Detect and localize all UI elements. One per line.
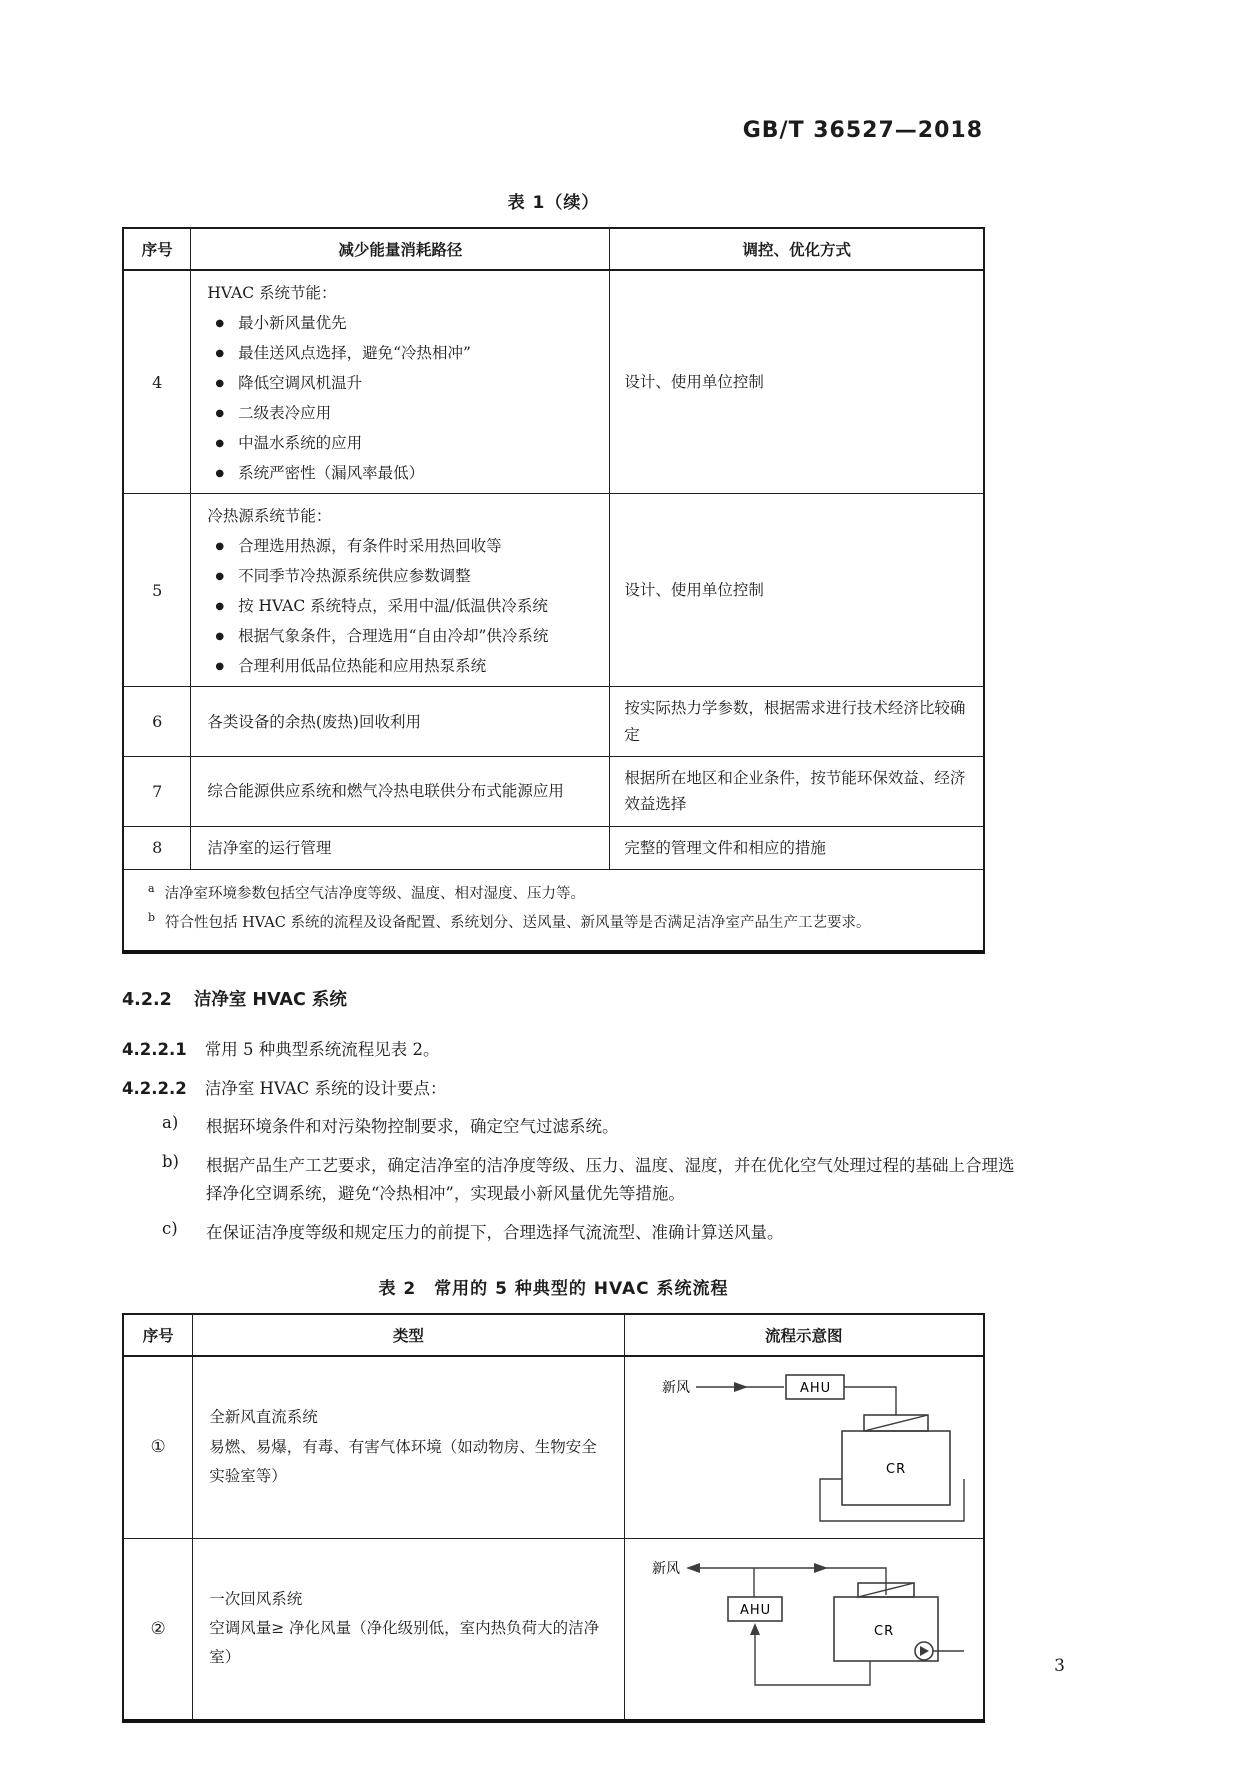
bullet-text: 最佳送风点选择，避免“冷热相冲” [238, 344, 471, 363]
row8-no: 8 [123, 826, 191, 869]
list-marker: a) [162, 1112, 179, 1132]
footnote-a [148, 880, 969, 909]
table2-col-no: 序号 [123, 1314, 193, 1356]
bullet-text: 系统严密性（漏风率最低） [238, 464, 425, 483]
bullet-icon: ● [215, 601, 225, 613]
table-row [123, 1356, 984, 1538]
heading-number: 4.2.2 [122, 989, 172, 1010]
table2-header-row [123, 1314, 984, 1356]
table-row [123, 826, 984, 869]
type-line1: 一次回风系统 [209, 1589, 303, 1608]
footnote-b-text: 符合性包括 HVAC 系统的流程及设备配置、系统划分、送风量、新风量等是否满足洁净室产品生产工艺要求。 [165, 914, 871, 931]
row5-control: 设计、使用单位控制 [610, 494, 984, 687]
content-column [122, 188, 1015, 1723]
bullet-text: 最小新风量优先 [238, 314, 347, 333]
type-line2: 空调风量≥ 净化风量（净化级别低，室内热负荷大的洁净室） [209, 1618, 600, 1667]
filter-diagonal [864, 1415, 928, 1431]
hvac-flow-diagram-1 [634, 1361, 974, 1529]
table2-col-type: 类型 [193, 1314, 624, 1356]
table1-header-row [123, 228, 984, 270]
bullet-text: 根据气象条件，合理选用“自由冷却”供冷系统 [238, 627, 549, 646]
bullet-icon: ● [215, 348, 225, 360]
row8-path: 洁净室的运行管理 [191, 826, 610, 869]
table2-caption: 表 2 常用的 5 种典型的 HVAC 系统流程 [378, 1279, 729, 1300]
table-row [123, 687, 984, 757]
footnote-b [148, 909, 969, 938]
list-item-b [162, 1152, 1022, 1210]
bullet-icon: ● [215, 571, 225, 583]
supply-duct-line [754, 1568, 886, 1595]
bullet-icon: ● [215, 438, 225, 450]
bullet-icon: ● [215, 408, 225, 420]
row4-control: 设计、使用单位控制 [610, 270, 984, 494]
t2-row2-type [193, 1538, 624, 1721]
t2-row1-diagram [624, 1356, 984, 1538]
ahu-label: AHU [799, 1381, 831, 1397]
row6-path: 各类设备的余热(废热)回收利用 [191, 687, 610, 757]
duct-line [844, 1387, 896, 1415]
heading-4-2-2 [122, 986, 985, 1011]
list-text: 根据产品生产工艺要求，确定洁净室的洁净度等级、压力、温度、湿度，并在优化空气处理过程的基础上合理选择净化空调系统，避免“冷热相冲”，实现最小新风量优先等措施。 [206, 1155, 1015, 1204]
clause-number: 4.2.2.2 [122, 1079, 187, 1099]
row6-control: 按实际热力学参数，根据需求进行技术经济比较确定 [610, 687, 984, 757]
t2-row1-type [193, 1356, 624, 1538]
bullet-icon: ● [215, 468, 225, 480]
heading-title: 洁净室 HVAC 系统 [193, 989, 347, 1010]
footnote-a-marker: a [148, 881, 155, 895]
return-duct-line [755, 1629, 870, 1685]
bullet-text: 按 HVAC 系统特点，采用中温/低温供冷系统 [238, 597, 548, 616]
list-marker: c) [162, 1219, 178, 1239]
table1-col-path: 减少能量消耗路径 [191, 228, 610, 270]
flow-arrow-icon [814, 1563, 828, 1573]
bullet-icon: ● [215, 318, 225, 330]
bullet-icon: ● [215, 661, 225, 673]
bullet-icon: ● [215, 541, 225, 553]
table1-footnotes [123, 869, 984, 952]
row5-path [191, 494, 610, 687]
row6-no: 6 [123, 687, 191, 757]
table-row [123, 1538, 984, 1721]
list-text: 在保证洁净度等级和规定压力的前提下，合理选择气流流型、准确计算送风量。 [206, 1223, 784, 1243]
table-row [123, 494, 984, 687]
fan-blade [920, 1646, 929, 1656]
row7-control: 根据所在地区和企业条件，按节能环保效益、经济效益选择 [610, 756, 984, 826]
footnote-a-text: 洁净室环境参数包括空气洁净度等级、温度、相对湿度、压力等。 [164, 885, 586, 902]
list-item-c [162, 1219, 1022, 1248]
footnote-b-marker: b [148, 910, 156, 924]
bullet-text: 二级表冷应用 [238, 404, 332, 423]
bullet-text: 不同季节冷热源系统供应参数调整 [238, 567, 471, 586]
row4-path-title: HVAC 系统节能： [207, 284, 337, 302]
ahu-label: AHU [739, 1602, 771, 1618]
list-marker: b) [162, 1151, 179, 1171]
row5-path-title: 冷热源系统节能： [207, 507, 332, 526]
fresh-air-label: 新风 [651, 1560, 680, 1577]
bullet-icon: ● [215, 378, 225, 390]
standard-number: GB/T 36527—2018 [742, 118, 983, 143]
flow-arrow-icon [734, 1382, 748, 1392]
t2-row2-no: ② [123, 1538, 193, 1721]
bullet-text: 合理选用热源，有条件时采用热回收等 [238, 537, 502, 556]
clause-number: 4.2.2.1 [122, 1039, 187, 1059]
table1-caption: 表 1（续） [507, 193, 600, 213]
type-line2: 易燃、易爆，有毒、有害气体环境（如动物房、生物安全实验室等） [209, 1437, 597, 1486]
bullet-text: 合理利用低品位热能和应用热泵系统 [238, 657, 487, 676]
clause-text: 洁净室 HVAC 系统的设计要点： [204, 1079, 447, 1099]
row4-no: 4 [123, 270, 191, 494]
bullet-text: 降低空调风机温升 [238, 374, 363, 393]
cleanroom-label: CR [873, 1623, 894, 1639]
clause-text: 常用 5 种典型系统流程见表 2。 [204, 1039, 440, 1059]
row5-no: 5 [123, 494, 191, 687]
clause-4-2-2-1 [122, 1037, 1022, 1063]
row4-path [191, 270, 610, 494]
bullet-text: 中温水系统的应用 [238, 434, 363, 453]
page-number: 3 [1054, 1656, 1065, 1676]
return-arrow-icon [750, 1623, 760, 1635]
cleanroom-label: CR [885, 1462, 906, 1478]
table-row [123, 756, 984, 826]
bullet-icon: ● [215, 631, 225, 643]
list-text: 根据环境条件和对污染物控制要求，确定空气过滤系统。 [206, 1116, 619, 1136]
table1-col-control: 调控、优化方式 [610, 228, 984, 270]
hvac-flow-diagram-2 [634, 1543, 974, 1711]
row8-control: 完整的管理文件和相应的措施 [610, 826, 984, 869]
table1 [122, 227, 985, 954]
fresh-air-label: 新风 [661, 1380, 690, 1397]
type-line1: 全新风直流系统 [209, 1408, 318, 1427]
t2-row2-diagram [624, 1538, 984, 1721]
table1-col-no: 序号 [123, 228, 191, 270]
row7-no: 7 [123, 756, 191, 826]
table-row [123, 270, 984, 494]
clause-4-2-2-2 [122, 1076, 1022, 1102]
table2-col-diagram: 流程示意图 [624, 1314, 984, 1356]
table2 [122, 1313, 985, 1723]
t2-row1-no: ① [123, 1356, 193, 1538]
list-item-a [162, 1113, 1022, 1142]
row7-path: 综合能源供应系统和燃气冷热电联供分布式能源应用 [191, 756, 610, 826]
